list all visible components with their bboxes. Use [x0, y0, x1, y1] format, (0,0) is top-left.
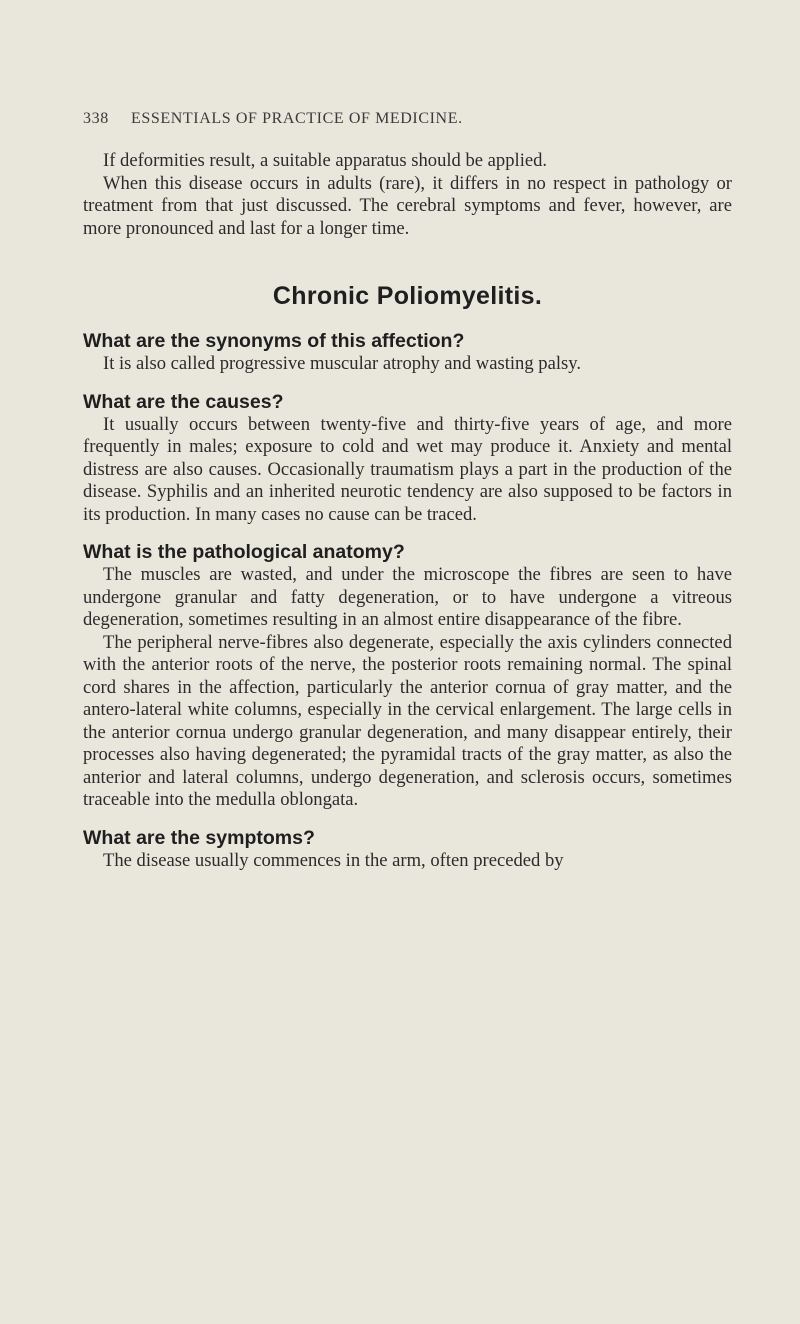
qa-symptoms	[83, 826, 732, 873]
qa-causes	[83, 390, 732, 527]
answer-paragraph: The muscles are wasted, and under the microscope the fibres are seen to have undergone granular and fatty degeneration, or to have undergone a vitreous degeneration, sometimes resulting in an almost entire disappearance of the fibre.	[83, 564, 732, 630]
answer-paragraph: It is also called progressive muscular atrophy and wasting palsy.	[103, 353, 581, 374]
qa-synonyms	[83, 329, 732, 376]
question: What are the symptoms?	[83, 826, 315, 849]
question: What are the causes?	[83, 390, 284, 413]
answer-paragraph: It usually occurs between twenty-five and thirty-five years of age, and more frequently in males; exposure to cold and wet may produce it. Anxiety and mental distress are also causes. Occasionally traumatism plays a part in the production of the disease. Syphilis and an inherited neurotic tendency are also supposed to be factors in its production. In many cases no cause can be traced.	[83, 413, 732, 525]
page-number: 338	[83, 110, 109, 127]
intro-paragraph-2: When this disease occurs in adults (rare), it differs in no respect in pathology or treatment from that just discussed. The cerebral symptoms and fever, however, are more pronounced and last for a longer time.	[83, 172, 732, 239]
intro-paragraph-1: If deformities result, a suitable apparatus should be applied.	[103, 150, 548, 171]
answer-paragraph: The peripheral nerve-fibres also degenerate, especially the axis cylinders connected with the anterior roots of the nerve, the posterior roots remaining normal. The spinal cord shares in the affection, particularly the anterior cornua of gray matter, and the antero-lateral white columns, especially in the cervical enlargement. The large cells in the anterior cornua undergo granular degeneration, and many disappear entirely, their processes also having degenerated; the pyramidal tracts of the gray matter, as also the anterior and lateral columns, undergo degeneration, and sclerosis occurs, sometimes traceable into the medulla oblongata.	[83, 631, 732, 810]
question: What are the synonyms of this affection?	[83, 330, 465, 352]
answer-paragraph: The disease usually commences in the arm, often preceded by	[103, 849, 564, 871]
running-title: ESSENTIALS OF PRACTICE OF MEDICINE.	[131, 110, 463, 127]
question: What is the pathological anatomy?	[83, 541, 405, 563]
section-title: Chronic Poliomyelitis.	[272, 282, 543, 310]
qa-pathological-anatomy	[83, 540, 732, 812]
running-head	[83, 110, 732, 136]
